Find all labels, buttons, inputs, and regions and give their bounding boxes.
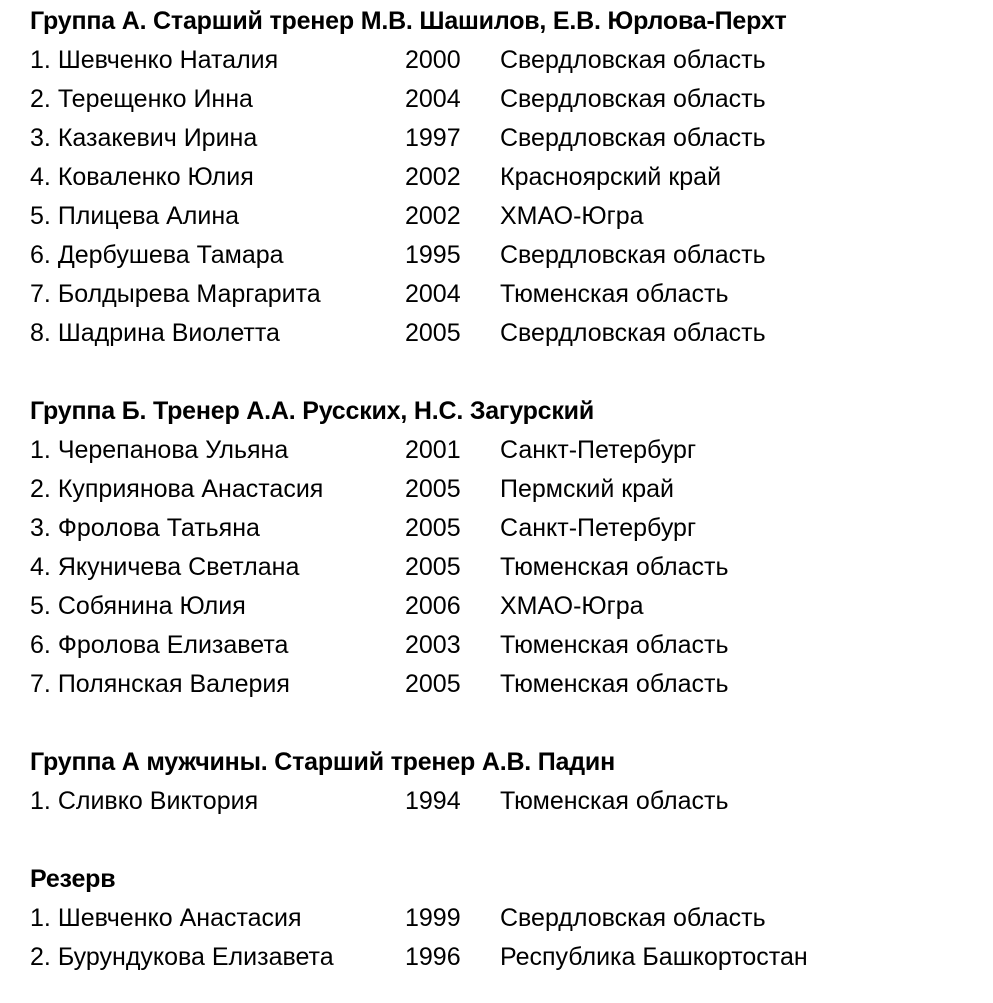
athlete-row [30, 431, 983, 470]
athlete-row [30, 548, 983, 587]
athlete-row [30, 80, 983, 119]
section-header: Группа Б. Тренер А.А. Русских, Н.С. Загурский [30, 397, 594, 425]
athlete-name-cell [30, 626, 405, 665]
birth-year: 1996 [405, 943, 461, 971]
athlete-region: Тюменская область [500, 280, 729, 308]
athlete-name: Полянская Валерия [57, 670, 290, 698]
athlete-name: Шевченко Анастасия [57, 904, 302, 932]
row-number: 2. [30, 943, 51, 971]
athlete-name-cell [30, 548, 405, 587]
athlete-name-cell [30, 158, 405, 197]
athlete-name: Терещенко Инна [57, 85, 253, 113]
athlete-region: Санкт-Петербург [500, 436, 697, 464]
athlete-region: Тюменская область [500, 787, 729, 815]
row-number: 3. [30, 514, 51, 542]
athlete-name-cell [30, 119, 405, 158]
row-number: 3. [30, 124, 51, 152]
athlete-region: Тюменская область [500, 553, 729, 581]
section-header: Группа А мужчины. Старший тренер А.В. Падин [30, 748, 616, 776]
birth-year: 2001 [405, 436, 461, 464]
athlete-row [30, 158, 983, 197]
athlete-region: Республика Башкортостан [500, 943, 808, 971]
athlete-region: Свердловская область [500, 319, 766, 347]
athlete-name: Болдырева Маргарита [57, 280, 321, 308]
athlete-name: Собянина Юлия [57, 592, 246, 620]
birth-year: 2004 [405, 85, 461, 113]
athlete-name: Коваленко Юлия [57, 163, 254, 191]
row-number: 7. [30, 280, 51, 308]
birth-year: 2005 [405, 475, 461, 503]
athlete-name-cell [30, 275, 405, 314]
athlete-region: Красноярский край [500, 163, 722, 191]
athlete-name-cell [30, 470, 405, 509]
athlete-name: Фролова Елизавета [57, 631, 289, 659]
athlete-region: Свердловская область [500, 241, 766, 269]
athlete-name-cell [30, 938, 405, 977]
athlete-name: Плицева Алина [57, 202, 240, 230]
birth-year: 1999 [405, 904, 461, 932]
row-number: 7. [30, 670, 51, 698]
athlete-name-cell [30, 41, 405, 80]
athlete-row [30, 119, 983, 158]
athlete-row [30, 314, 983, 353]
section-header: Группа А. Старший тренер М.В. Шашилов, Е.В. Юрлова-Перхт [30, 7, 787, 35]
row-number: 4. [30, 163, 51, 191]
athlete-row [30, 470, 983, 509]
athlete-row [30, 665, 983, 704]
athlete-region: ХМАО-Югра [500, 592, 644, 620]
birth-year: 1997 [405, 124, 461, 152]
athlete-name-cell [30, 197, 405, 236]
athlete-row [30, 782, 983, 821]
athlete-name: Якуничева Светлана [57, 553, 300, 581]
athlete-region: Свердловская область [500, 124, 766, 152]
section-group-a [30, 2, 983, 353]
athlete-row [30, 197, 983, 236]
birth-year: 2005 [405, 319, 461, 347]
athlete-name-cell [30, 80, 405, 119]
athlete-name: Шадрина Виолетта [57, 319, 280, 347]
athlete-name: Фролова Татьяна [57, 514, 260, 542]
birth-year: 1994 [405, 787, 461, 815]
athlete-region: Санкт-Петербург [500, 514, 697, 542]
row-number: 5. [30, 592, 51, 620]
birth-year: 2006 [405, 592, 461, 620]
birth-year: 2005 [405, 553, 461, 581]
athlete-row [30, 626, 983, 665]
athlete-name: Сливко Виктория [57, 787, 259, 815]
row-number: 1. [30, 787, 51, 815]
birth-year: 2003 [405, 631, 461, 659]
birth-year: 2002 [405, 202, 461, 230]
athlete-region: Свердловская область [500, 85, 766, 113]
section-reserve [30, 860, 983, 977]
athlete-name-cell [30, 587, 405, 626]
athlete-name-cell [30, 782, 405, 821]
birth-year: 1995 [405, 241, 461, 269]
birth-year: 2004 [405, 280, 461, 308]
athlete-row [30, 275, 983, 314]
athlete-region: Тюменская область [500, 670, 729, 698]
birth-year: 2005 [405, 670, 461, 698]
row-number: 2. [30, 85, 51, 113]
athlete-name-cell [30, 899, 405, 938]
row-number: 6. [30, 631, 51, 659]
athlete-region: Свердловская область [500, 904, 766, 932]
athlete-region: Свердловская область [500, 46, 766, 74]
birth-year: 2002 [405, 163, 461, 191]
athlete-name-cell [30, 431, 405, 470]
row-number: 1. [30, 904, 51, 932]
athlete-name: Шевченко Наталия [57, 46, 279, 74]
athlete-row [30, 587, 983, 626]
athlete-row [30, 899, 983, 938]
athlete-name-cell [30, 314, 405, 353]
athlete-name: Дербушева Тамара [57, 241, 284, 269]
row-number: 1. [30, 46, 51, 74]
athlete-name-cell [30, 509, 405, 548]
athlete-row [30, 236, 983, 275]
athlete-name-cell [30, 236, 405, 275]
athlete-region: Пермский край [500, 475, 674, 503]
athlete-region: ХМАО-Югра [500, 202, 644, 230]
row-number: 6. [30, 241, 51, 269]
athlete-region: Тюменская область [500, 631, 729, 659]
athlete-row [30, 41, 983, 80]
athlete-name: Бурундукова Елизавета [57, 943, 334, 971]
athlete-row [30, 938, 983, 977]
row-number: 5. [30, 202, 51, 230]
row-number: 4. [30, 553, 51, 581]
athlete-name: Казакевич Ирина [57, 124, 258, 152]
row-number: 1. [30, 436, 51, 464]
birth-year: 2000 [405, 46, 461, 74]
section-header: Резерв [30, 865, 116, 893]
athlete-name: Куприянова Анастасия [57, 475, 324, 503]
row-number: 8. [30, 319, 51, 347]
row-number: 2. [30, 475, 51, 503]
athlete-name: Черепанова Ульяна [57, 436, 289, 464]
birth-year: 2005 [405, 514, 461, 542]
section-group-b [30, 392, 983, 704]
athlete-name-cell [30, 665, 405, 704]
section-group-a-men [30, 743, 983, 821]
athlete-row [30, 509, 983, 548]
